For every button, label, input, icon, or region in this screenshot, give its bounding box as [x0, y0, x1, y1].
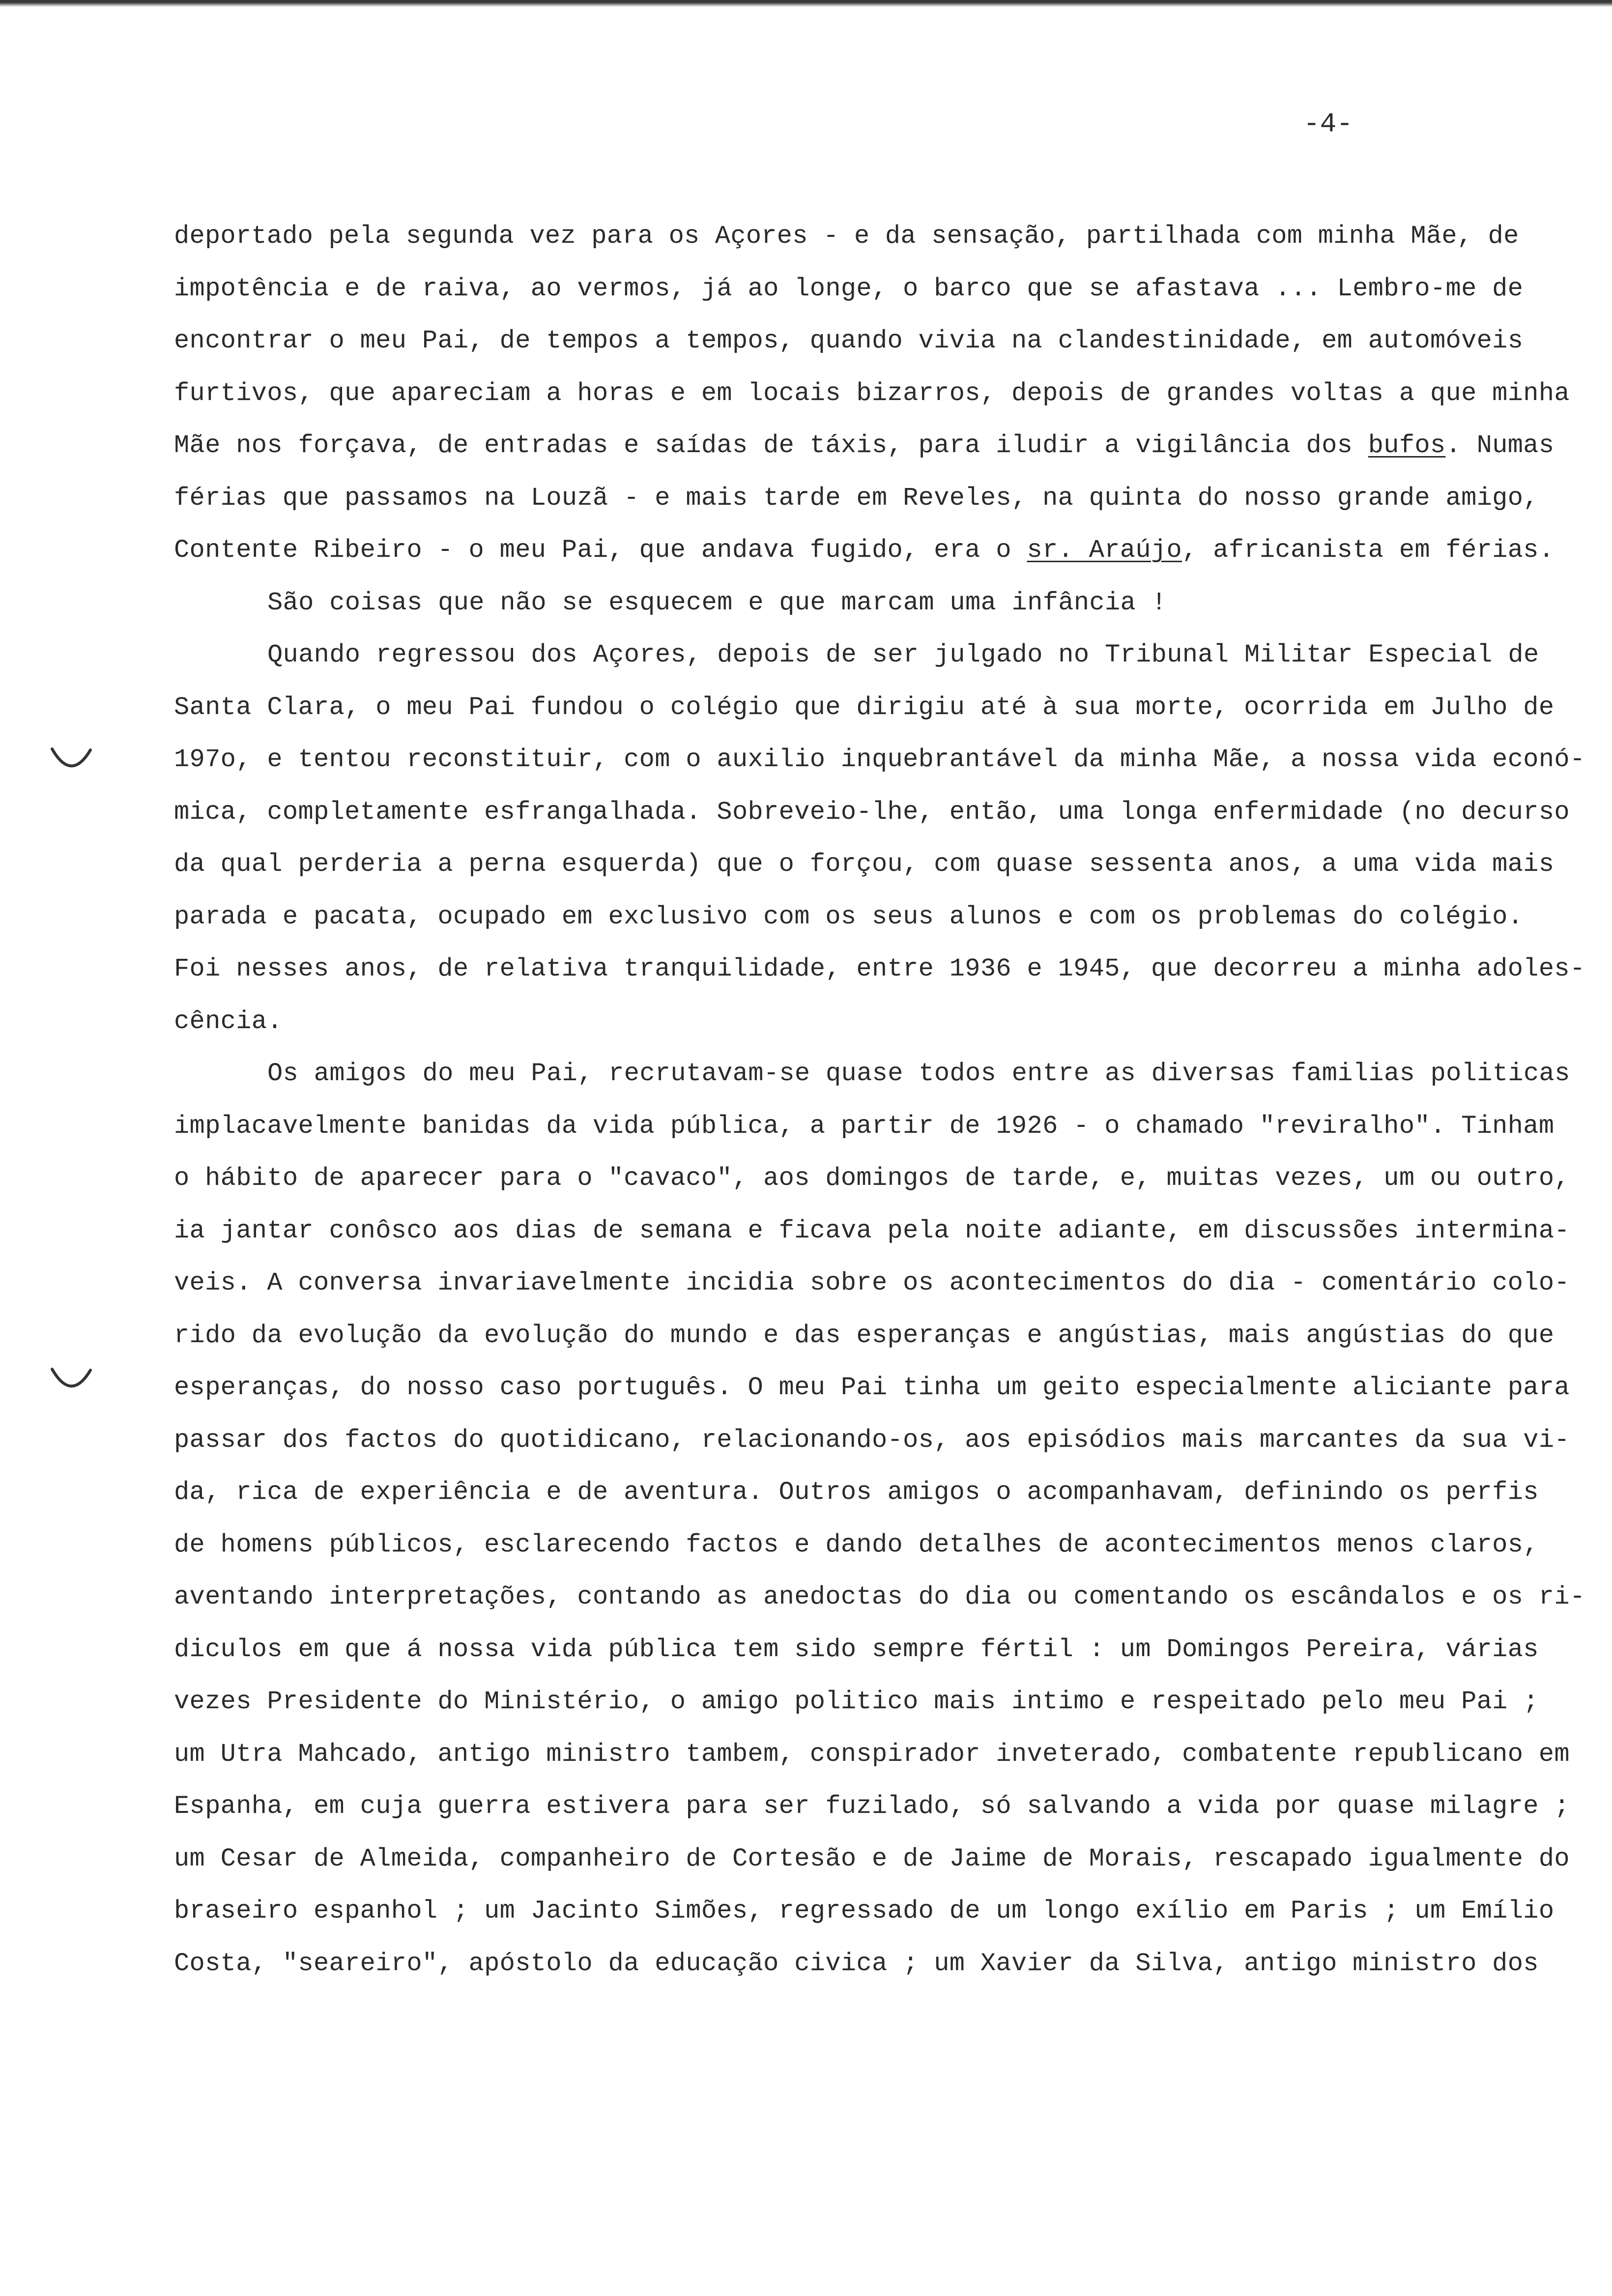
text-run: férias que passamos na Louzã - e mais tarde em Reveles, na quinta do nosso grande amigo, — [174, 483, 1539, 513]
text-run: mica, completamente esfrangalhada. Sobreveio-lhe, então, uma longa enfermidade (no decurso — [174, 797, 1570, 827]
underlined-text-run: bufos — [1368, 431, 1446, 460]
text-run: , africanista em férias. — [1182, 536, 1554, 565]
text-line — [174, 263, 1580, 316]
text-run: da, rica de experiência e de aventura. Outros amigos o acompanhavam, definindo os perfis — [174, 1478, 1539, 1507]
text-line — [174, 210, 1580, 263]
text-line — [174, 1780, 1580, 1833]
text-run: Os amigos do meu Pai, recrutavam-se quase todos entre as diversas familias politicas — [267, 1059, 1570, 1088]
text-run: Espanha, em cuja guerra estivera para ser fuzilado, só salvando a vida por quase milagre ; — [174, 1792, 1570, 1821]
text-run: de homens públicos, esclarecendo factos e dando detalhes de acontecimentos menos claros, — [174, 1530, 1539, 1559]
text-line — [174, 1938, 1580, 1990]
text-line — [174, 1519, 1580, 1572]
text-run: parada e pacata, ocupado em exclusivo com os seus alunos e com os problemas do colégio. — [174, 902, 1524, 931]
text-line — [174, 577, 1580, 630]
text-run: deportado pela segunda vez para os Açores - e da sensação, partilhada com minha Mãe, de — [174, 222, 1519, 251]
text-line — [174, 943, 1585, 996]
text-run: veis. A conversa invariavelmente incidia sobre os acontecimentos do dia - comentário colo- — [174, 1268, 1570, 1297]
text-line — [174, 368, 1580, 420]
text-run: 197o, e tentou reconstituir, com o auxilio inquebrantável da minha Mãe, a nossa vida econó- — [174, 745, 1585, 774]
text-run: impotência e de raiva, ao vermos, já ao longe, o barco que se afastava ... Lembro-me de — [174, 274, 1524, 303]
paragraph — [174, 629, 1585, 1048]
text-run: rido da evolução da evolução do mundo e das esperanças e angústias, mais angústias do que — [174, 1320, 1554, 1350]
text-run: Foi nesses anos, de relativa tranquilidade, entre 1936 e 1945, que decorreu a minha adoles- — [174, 954, 1585, 983]
text-line — [174, 1571, 1585, 1624]
text-line — [174, 1414, 1580, 1467]
text-run: Costa, "seareiro", apóstolo da educação civica ; um Xavier da Silva, antigo ministro dos — [174, 1949, 1539, 1978]
underlined-text-run: sr. Araújo — [1027, 536, 1182, 565]
text-run: São coisas que não se esquecem e que marcam uma infância ! — [267, 588, 1167, 617]
text-line — [174, 1205, 1580, 1258]
text-line — [174, 1310, 1580, 1362]
document-body — [174, 210, 1585, 1990]
text-line — [174, 472, 1580, 525]
text-run: ia jantar conôsco aos dias de semana e ficava pela noite adiante, em discussões intermina- — [174, 1216, 1570, 1245]
text-run: braseiro espanhol ; um Jacinto Simões, regressado de um longo exílio em Paris ; um Emílio — [174, 1896, 1554, 1925]
text-line — [174, 1257, 1580, 1310]
paragraph — [174, 1048, 1585, 1990]
binding-hole-mark-lower — [49, 1366, 93, 1394]
text-line — [174, 838, 1580, 891]
text-line — [174, 1152, 1580, 1205]
text-line — [174, 629, 1580, 682]
text-run: um Cesar de Almeida, companheiro de Cortesão e de Jaime de Morais, rescapado igualmente do — [174, 1844, 1570, 1873]
text-line — [174, 1466, 1580, 1519]
paragraph — [174, 577, 1580, 630]
page-top-edge — [0, 0, 1612, 7]
text-run: . Numas — [1445, 431, 1554, 460]
text-run: Mãe nos forçava, de entradas e saídas de táxis, para iludir a vigilância dos — [174, 431, 1368, 460]
text-line — [174, 786, 1580, 839]
text-line — [174, 524, 1580, 577]
text-run: passar dos factos do quotidicano, relacionando-os, aos episódios mais marcantes da sua vi- — [174, 1425, 1570, 1455]
text-run: cência. — [174, 1006, 283, 1036]
text-line — [174, 1885, 1580, 1938]
text-run: da qual perderia a perna esquerda) que o forçou, com quase sessenta anos, a uma vida mais — [174, 850, 1554, 879]
text-run: Quando regressou dos Açores, depois de ser julgado no Tribunal Militar Especial de — [267, 640, 1539, 669]
text-line — [174, 1728, 1580, 1781]
text-run: vezes Presidente do Ministério, o amigo politico mais intimo e respeitado pelo meu Pai ; — [174, 1687, 1539, 1716]
text-run: diculos em que á nossa vida pública tem sido sempre fértil : um Domingos Pereira, várias — [174, 1635, 1539, 1664]
text-run: o hábito de aparecer para o "cavaco", aos domingos de tarde, e, muitas vezes, um ou outro, — [174, 1164, 1570, 1193]
text-line — [174, 315, 1580, 368]
text-line — [174, 682, 1580, 734]
text-line — [174, 996, 1580, 1048]
text-line — [174, 1624, 1580, 1676]
text-line — [174, 1100, 1580, 1153]
text-run: Santa Clara, o meu Pai fundou o colégio que dirigiu até à sua morte, ocorrida em Julho de — [174, 692, 1554, 722]
text-line — [174, 1833, 1580, 1886]
text-run: esperanças, do nosso caso português. O meu Pai tinha um geito especialmente aliciante para — [174, 1373, 1570, 1402]
text-line — [174, 420, 1580, 472]
text-run: Contente Ribeiro - o meu Pai, que andava fugido, era o — [174, 536, 1027, 565]
binding-hole-mark-upper — [49, 746, 93, 774]
text-line — [174, 891, 1580, 944]
text-run: furtivos, que apareciam a horas e em locais bizarros, depois de grandes voltas a que minha — [174, 378, 1570, 408]
text-run: implacavelmente banidas da vida pública, a partir de 1926 - o chamado "reviralho". Tinham — [174, 1111, 1554, 1141]
text-run: aventando interpretações, contando as anedoctas do dia ou comentando os escândalos e os ri- — [174, 1582, 1585, 1611]
paragraph — [174, 210, 1580, 577]
page-number: -4- — [1303, 108, 1353, 140]
text-run: um Utra Mahcado, antigo ministro tambem, conspirador inveterado, combatente republicano em — [174, 1739, 1570, 1769]
text-line — [174, 1048, 1580, 1100]
text-run: encontrar o meu Pai, de tempos a tempos, quando vivia na clandestinidade, em automóveis — [174, 326, 1524, 355]
text-line — [174, 1362, 1580, 1414]
text-line — [174, 734, 1585, 786]
text-line — [174, 1676, 1580, 1728]
